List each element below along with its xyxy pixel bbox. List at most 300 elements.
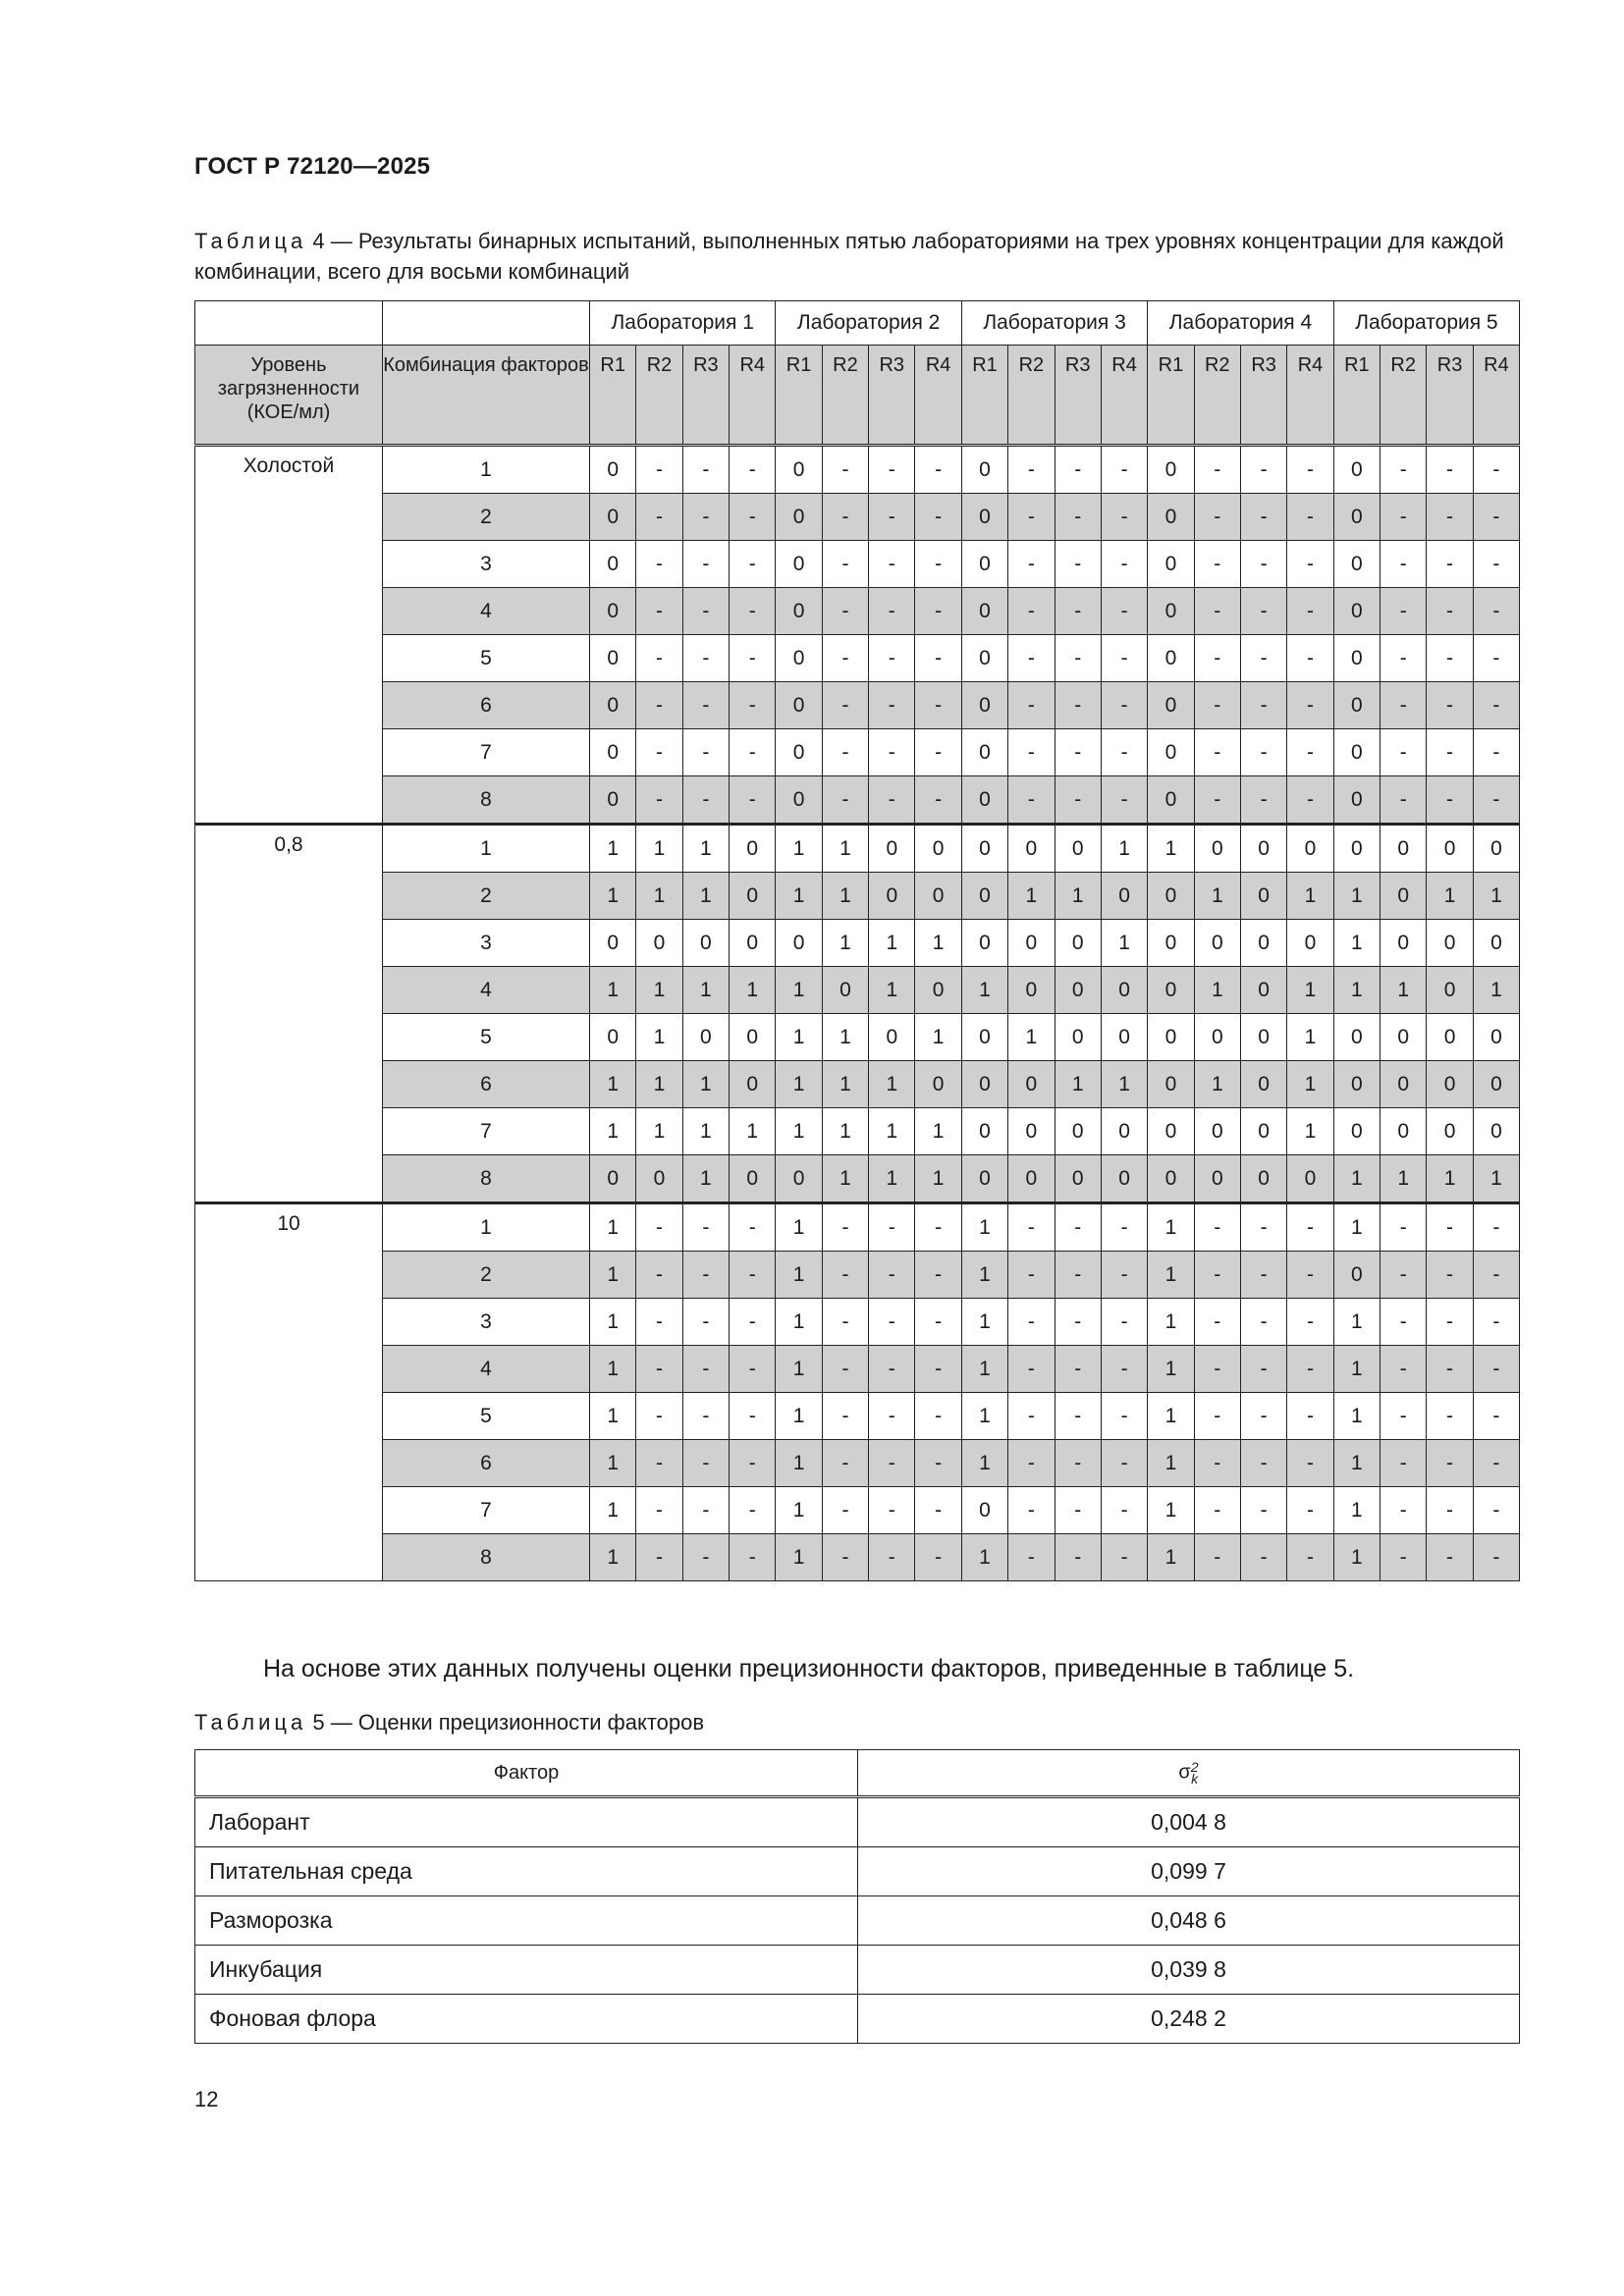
result-cell: - xyxy=(869,1203,915,1252)
table5-row xyxy=(195,1797,1520,1847)
table4-row xyxy=(195,588,1520,635)
result-cell: 1 xyxy=(1380,1155,1427,1203)
result-cell: - xyxy=(1427,1346,1473,1393)
table5-header-factor: Фактор xyxy=(195,1750,858,1797)
result-cell: - xyxy=(730,1203,776,1252)
result-cell: - xyxy=(636,541,682,588)
replicate-header: R1 xyxy=(961,346,1007,446)
result-cell: 0 xyxy=(1333,825,1380,873)
result-cell: 1 xyxy=(915,1155,961,1203)
result-cell: 0 xyxy=(1473,825,1519,873)
table4-caption-text: 4 — Результаты бинарных испытаний, выполненных пятью лабораториями на трех уровнях концентрации для каждой комбинации, всего для восьми комбинаций xyxy=(194,229,1504,284)
replicate-header: R2 xyxy=(822,346,868,446)
result-cell: 1 xyxy=(636,967,682,1014)
result-cell: - xyxy=(1240,729,1286,776)
result-cell: 1 xyxy=(822,920,868,967)
factor-value-cell: 0,099 7 xyxy=(858,1847,1520,1896)
result-cell: - xyxy=(1101,1252,1147,1299)
result-cell: 0 xyxy=(1333,446,1380,494)
result-cell: 0 xyxy=(776,682,822,729)
result-cell: 0 xyxy=(1101,873,1147,920)
result-cell: 1 xyxy=(776,1487,822,1534)
table4-row xyxy=(195,1203,1520,1252)
result-cell: 0 xyxy=(1333,729,1380,776)
result-cell: - xyxy=(1008,541,1055,588)
result-cell: - xyxy=(636,729,682,776)
result-cell: 1 xyxy=(1148,1346,1194,1393)
result-cell: - xyxy=(1055,1440,1101,1487)
result-cell: - xyxy=(915,588,961,635)
result-cell: 1 xyxy=(776,1203,822,1252)
result-cell: 0 xyxy=(1380,1108,1427,1155)
result-cell: 1 xyxy=(1333,1393,1380,1440)
result-cell: 0 xyxy=(1287,1155,1333,1203)
table4-corner-empty xyxy=(383,301,590,346)
result-cell: 1 xyxy=(1194,873,1240,920)
result-cell: 0 xyxy=(776,920,822,967)
result-cell: - xyxy=(1008,446,1055,494)
result-cell: 1 xyxy=(1008,873,1055,920)
result-cell: - xyxy=(730,1440,776,1487)
result-cell: 0 xyxy=(1148,776,1194,825)
result-cell: - xyxy=(915,1534,961,1581)
result-cell: - xyxy=(915,729,961,776)
result-cell: - xyxy=(1427,541,1473,588)
result-cell: 0 xyxy=(1427,825,1473,873)
factor-name-cell: Питательная среда xyxy=(195,1847,858,1896)
result-cell: 0 xyxy=(590,588,636,635)
result-cell: 0 xyxy=(1380,825,1427,873)
result-cell: 0 xyxy=(1473,920,1519,967)
result-cell: - xyxy=(1194,1393,1240,1440)
result-cell: 1 xyxy=(590,967,636,1014)
result-cell: 0 xyxy=(1427,1061,1473,1108)
result-cell: 0 xyxy=(1333,541,1380,588)
result-cell: - xyxy=(1194,588,1240,635)
result-cell: - xyxy=(822,1299,868,1346)
result-cell: - xyxy=(730,682,776,729)
table4-row xyxy=(195,682,1520,729)
result-cell: 0 xyxy=(1333,635,1380,682)
result-cell: - xyxy=(1427,1203,1473,1252)
result-cell: 1 xyxy=(1148,825,1194,873)
result-cell: - xyxy=(1194,1252,1240,1299)
result-cell: - xyxy=(1473,446,1519,494)
replicate-header: R3 xyxy=(1240,346,1286,446)
result-cell: 1 xyxy=(1473,967,1519,1014)
result-cell: - xyxy=(1427,1299,1473,1346)
result-cell: 0 xyxy=(1333,1252,1380,1299)
result-cell: - xyxy=(915,1487,961,1534)
result-cell: 1 xyxy=(1333,920,1380,967)
result-cell: 1 xyxy=(1473,1155,1519,1203)
result-cell: - xyxy=(1240,1393,1286,1440)
result-cell: 1 xyxy=(961,1393,1007,1440)
result-cell: 1 xyxy=(961,1534,1007,1581)
result-cell: - xyxy=(822,1346,868,1393)
result-cell: 0 xyxy=(961,1487,1007,1534)
result-cell: - xyxy=(1101,1203,1147,1252)
result-cell: 1 xyxy=(822,873,868,920)
result-cell: 0 xyxy=(590,682,636,729)
result-cell: 0 xyxy=(1008,825,1055,873)
result-cell: - xyxy=(730,541,776,588)
result-cell: - xyxy=(682,541,729,588)
result-cell: 0 xyxy=(1148,1108,1194,1155)
result-cell: - xyxy=(1194,729,1240,776)
result-cell: 0 xyxy=(961,1108,1007,1155)
result-cell: - xyxy=(1008,1534,1055,1581)
result-cell: 0 xyxy=(682,1014,729,1061)
result-cell: 0 xyxy=(1287,920,1333,967)
result-cell: - xyxy=(1055,776,1101,825)
result-cell: - xyxy=(1240,1440,1286,1487)
result-cell: 0 xyxy=(730,873,776,920)
result-cell: 1 xyxy=(682,873,729,920)
result-cell: - xyxy=(1008,1203,1055,1252)
result-cell: 1 xyxy=(1333,1440,1380,1487)
result-cell: 1 xyxy=(1148,1299,1194,1346)
table4 xyxy=(194,300,1520,1581)
result-cell: 1 xyxy=(590,1061,636,1108)
result-cell: - xyxy=(682,1252,729,1299)
result-cell: - xyxy=(1101,494,1147,541)
result-cell: - xyxy=(1055,1487,1101,1534)
result-cell: - xyxy=(682,1393,729,1440)
result-cell: - xyxy=(1055,588,1101,635)
result-cell: 0 xyxy=(776,588,822,635)
result-cell: 0 xyxy=(730,825,776,873)
replicate-header: R4 xyxy=(915,346,961,446)
result-cell: 1 xyxy=(1287,1061,1333,1108)
replicate-header: R4 xyxy=(1101,346,1147,446)
result-cell: 0 xyxy=(961,446,1007,494)
table4-row xyxy=(195,541,1520,588)
result-cell: - xyxy=(1008,682,1055,729)
result-cell: - xyxy=(822,494,868,541)
result-cell: 0 xyxy=(961,1061,1007,1108)
result-cell: 0 xyxy=(590,494,636,541)
result-cell: - xyxy=(1101,729,1147,776)
result-cell: - xyxy=(1380,1299,1427,1346)
result-cell: - xyxy=(730,1252,776,1299)
result-cell: - xyxy=(822,635,868,682)
result-cell: - xyxy=(1008,1440,1055,1487)
result-cell: 0 xyxy=(1194,1014,1240,1061)
result-cell: - xyxy=(1240,1252,1286,1299)
result-cell: - xyxy=(869,776,915,825)
result-cell: 1 xyxy=(1148,1203,1194,1252)
result-cell: - xyxy=(1380,588,1427,635)
result-cell: - xyxy=(822,588,868,635)
lab-header: Лаборатория 1 xyxy=(590,301,776,346)
result-cell: - xyxy=(1008,776,1055,825)
result-cell: 0 xyxy=(1055,920,1101,967)
result-cell: - xyxy=(730,1299,776,1346)
result-cell: 0 xyxy=(1148,967,1194,1014)
result-cell: - xyxy=(1055,729,1101,776)
result-cell: - xyxy=(822,1487,868,1534)
result-cell: 1 xyxy=(1148,1487,1194,1534)
result-cell: 0 xyxy=(1240,1108,1286,1155)
result-cell: 1 xyxy=(1148,1440,1194,1487)
table4-caption xyxy=(194,226,1522,287)
result-cell: - xyxy=(1427,1393,1473,1440)
result-cell: - xyxy=(730,446,776,494)
result-cell: 1 xyxy=(961,1440,1007,1487)
result-cell: - xyxy=(1473,1203,1519,1252)
body-paragraph: На основе этих данных получены оценки прецизионности факторов, приведенные в таблице 5. xyxy=(263,1655,1355,1682)
combination-cell: 6 xyxy=(383,682,590,729)
result-cell: 1 xyxy=(776,1440,822,1487)
result-cell: - xyxy=(1380,729,1427,776)
result-cell: 0 xyxy=(915,967,961,1014)
result-cell: - xyxy=(636,682,682,729)
result-cell: - xyxy=(1427,494,1473,541)
result-cell: - xyxy=(1194,1203,1240,1252)
table4-row xyxy=(195,1014,1520,1061)
result-cell: - xyxy=(869,588,915,635)
result-cell: 0 xyxy=(961,1155,1007,1203)
factor-value-cell: 0,248 2 xyxy=(858,1995,1520,2044)
result-cell: - xyxy=(636,1487,682,1534)
result-cell: 0 xyxy=(1240,873,1286,920)
result-cell: - xyxy=(1194,446,1240,494)
result-cell: - xyxy=(822,1203,868,1252)
combination-cell: 2 xyxy=(383,873,590,920)
result-cell: 0 xyxy=(1380,920,1427,967)
result-cell: - xyxy=(1055,494,1101,541)
result-cell: - xyxy=(915,1299,961,1346)
result-cell: 0 xyxy=(1333,588,1380,635)
result-cell: - xyxy=(1287,776,1333,825)
result-cell: - xyxy=(730,1487,776,1534)
result-cell: 0 xyxy=(1333,494,1380,541)
result-cell: 0 xyxy=(1148,682,1194,729)
result-cell: - xyxy=(822,1252,868,1299)
result-cell: 1 xyxy=(1148,1534,1194,1581)
result-cell: 0 xyxy=(1194,1108,1240,1155)
result-cell: - xyxy=(869,729,915,776)
result-cell: - xyxy=(1008,1346,1055,1393)
result-cell: - xyxy=(730,635,776,682)
result-cell: 1 xyxy=(590,873,636,920)
result-cell: - xyxy=(682,1534,729,1581)
result-cell: 0 xyxy=(1148,588,1194,635)
result-cell: - xyxy=(1287,1393,1333,1440)
replicate-header: R1 xyxy=(776,346,822,446)
result-cell: - xyxy=(1240,776,1286,825)
result-cell: 0 xyxy=(776,541,822,588)
result-cell: 1 xyxy=(961,1252,1007,1299)
result-cell: 1 xyxy=(776,1014,822,1061)
result-cell: 0 xyxy=(1055,1108,1101,1155)
result-cell: - xyxy=(1240,1299,1286,1346)
result-cell: - xyxy=(869,635,915,682)
result-cell: - xyxy=(1240,1203,1286,1252)
level-column-header: Уровень загрязненности (КОЕ/мл) xyxy=(195,346,383,446)
replicate-header: R3 xyxy=(869,346,915,446)
result-cell: 1 xyxy=(1333,1299,1380,1346)
result-cell: - xyxy=(1194,1346,1240,1393)
result-cell: 0 xyxy=(590,1155,636,1203)
result-cell: - xyxy=(1008,729,1055,776)
combination-cell: 4 xyxy=(383,967,590,1014)
result-cell: - xyxy=(1240,494,1286,541)
combination-cell: 5 xyxy=(383,1393,590,1440)
result-cell: - xyxy=(1473,1393,1519,1440)
result-cell: 0 xyxy=(1380,1014,1427,1061)
result-cell: - xyxy=(1287,1440,1333,1487)
result-cell: 1 xyxy=(682,1061,729,1108)
result-cell: 1 xyxy=(822,1061,868,1108)
result-cell: 0 xyxy=(776,776,822,825)
replicate-header: R1 xyxy=(590,346,636,446)
result-cell: - xyxy=(1473,494,1519,541)
page-number: 12 xyxy=(194,2087,219,2111)
result-cell: - xyxy=(915,635,961,682)
result-cell: - xyxy=(822,729,868,776)
result-cell: - xyxy=(730,494,776,541)
factor-value-cell: 0,004 8 xyxy=(858,1797,1520,1847)
result-cell: 0 xyxy=(730,920,776,967)
result-cell: 0 xyxy=(961,494,1007,541)
result-cell: 1 xyxy=(590,1299,636,1346)
result-cell: 1 xyxy=(1333,873,1380,920)
result-cell: 0 xyxy=(730,1155,776,1203)
result-cell: 0 xyxy=(1473,1108,1519,1155)
result-cell: 1 xyxy=(590,1534,636,1581)
combination-cell: 2 xyxy=(383,1252,590,1299)
result-cell: 0 xyxy=(869,873,915,920)
result-cell: - xyxy=(636,1299,682,1346)
combination-cell: 8 xyxy=(383,1155,590,1203)
combination-cell: 1 xyxy=(383,1203,590,1252)
result-cell: 0 xyxy=(961,729,1007,776)
result-cell: 0 xyxy=(1055,1155,1101,1203)
result-cell: - xyxy=(1101,776,1147,825)
combination-cell: 7 xyxy=(383,1108,590,1155)
result-cell: - xyxy=(1240,1346,1286,1393)
result-cell: - xyxy=(1101,635,1147,682)
table5-row xyxy=(195,1847,1520,1896)
result-cell: 1 xyxy=(776,1061,822,1108)
combination-cell: 4 xyxy=(383,588,590,635)
result-cell: - xyxy=(730,1346,776,1393)
table4-row xyxy=(195,635,1520,682)
result-cell: - xyxy=(1287,1487,1333,1534)
result-cell: 1 xyxy=(915,1108,961,1155)
sigma-symbol: σ xyxy=(1178,1761,1191,1784)
level-cell: 0,8 xyxy=(195,825,383,1203)
result-cell: - xyxy=(1240,541,1286,588)
result-cell: - xyxy=(1427,682,1473,729)
result-cell: - xyxy=(1055,682,1101,729)
result-cell: - xyxy=(915,1203,961,1252)
result-cell: 0 xyxy=(1473,1061,1519,1108)
combination-column-header: Комбинация факторов xyxy=(383,346,590,446)
combination-cell: 3 xyxy=(383,920,590,967)
result-cell: - xyxy=(730,1393,776,1440)
table5-header-row xyxy=(195,1750,1520,1797)
result-cell: - xyxy=(1194,1299,1240,1346)
combination-cell: 8 xyxy=(383,1534,590,1581)
result-cell: - xyxy=(1008,1393,1055,1440)
table4-row xyxy=(195,1252,1520,1299)
result-cell: - xyxy=(915,446,961,494)
result-cell: 1 xyxy=(776,1108,822,1155)
result-cell: 0 xyxy=(1287,825,1333,873)
replicate-header: R3 xyxy=(1427,346,1473,446)
table4-row xyxy=(195,494,1520,541)
result-cell: 0 xyxy=(776,1155,822,1203)
result-cell: 1 xyxy=(1287,1014,1333,1061)
combination-cell: 8 xyxy=(383,776,590,825)
result-cell: - xyxy=(1101,1346,1147,1393)
result-cell: 0 xyxy=(1008,1061,1055,1108)
table5-row xyxy=(195,1896,1520,1946)
table4-header-columns-row xyxy=(195,346,1520,446)
result-cell: - xyxy=(822,446,868,494)
document-header: ГОСТ Р 72120—2025 xyxy=(194,153,431,180)
result-cell: 0 xyxy=(1473,1014,1519,1061)
result-cell: 0 xyxy=(636,1155,682,1203)
result-cell: 1 xyxy=(590,1440,636,1487)
result-cell: 0 xyxy=(961,588,1007,635)
result-cell: 0 xyxy=(776,494,822,541)
result-cell: 1 xyxy=(1333,967,1380,1014)
result-cell: 1 xyxy=(915,1014,961,1061)
result-cell: - xyxy=(1101,682,1147,729)
result-cell: 0 xyxy=(1333,1061,1380,1108)
replicate-header: R3 xyxy=(682,346,729,446)
result-cell: 1 xyxy=(776,1534,822,1581)
result-cell: 1 xyxy=(590,1108,636,1155)
result-cell: 0 xyxy=(1101,1155,1147,1203)
result-cell: 1 xyxy=(590,1393,636,1440)
result-cell: 0 xyxy=(590,1014,636,1061)
result-cell: 1 xyxy=(869,967,915,1014)
result-cell: 0 xyxy=(1148,1014,1194,1061)
result-cell: 0 xyxy=(1194,825,1240,873)
factor-value-cell: 0,039 8 xyxy=(858,1946,1520,1995)
result-cell: - xyxy=(869,1393,915,1440)
result-cell: 1 xyxy=(776,1393,822,1440)
result-cell: - xyxy=(915,776,961,825)
result-cell: - xyxy=(1008,1487,1055,1534)
result-cell: - xyxy=(682,1440,729,1487)
table4-row xyxy=(195,920,1520,967)
result-cell: - xyxy=(1240,446,1286,494)
factor-name-cell: Инкубация xyxy=(195,1946,858,1995)
result-cell: - xyxy=(636,494,682,541)
result-cell: - xyxy=(869,1252,915,1299)
result-cell: - xyxy=(1101,588,1147,635)
result-cell: 1 xyxy=(1473,873,1519,920)
result-cell: - xyxy=(1473,776,1519,825)
result-cell: - xyxy=(1427,1487,1473,1534)
combination-cell: 3 xyxy=(383,541,590,588)
result-cell: - xyxy=(636,1534,682,1581)
result-cell: 1 xyxy=(590,1203,636,1252)
result-cell: 1 xyxy=(730,1108,776,1155)
result-cell: 0 xyxy=(961,635,1007,682)
result-cell: 0 xyxy=(1148,873,1194,920)
result-cell: - xyxy=(1008,635,1055,682)
result-cell: - xyxy=(1427,588,1473,635)
result-cell: - xyxy=(1473,588,1519,635)
result-cell: - xyxy=(1473,1252,1519,1299)
